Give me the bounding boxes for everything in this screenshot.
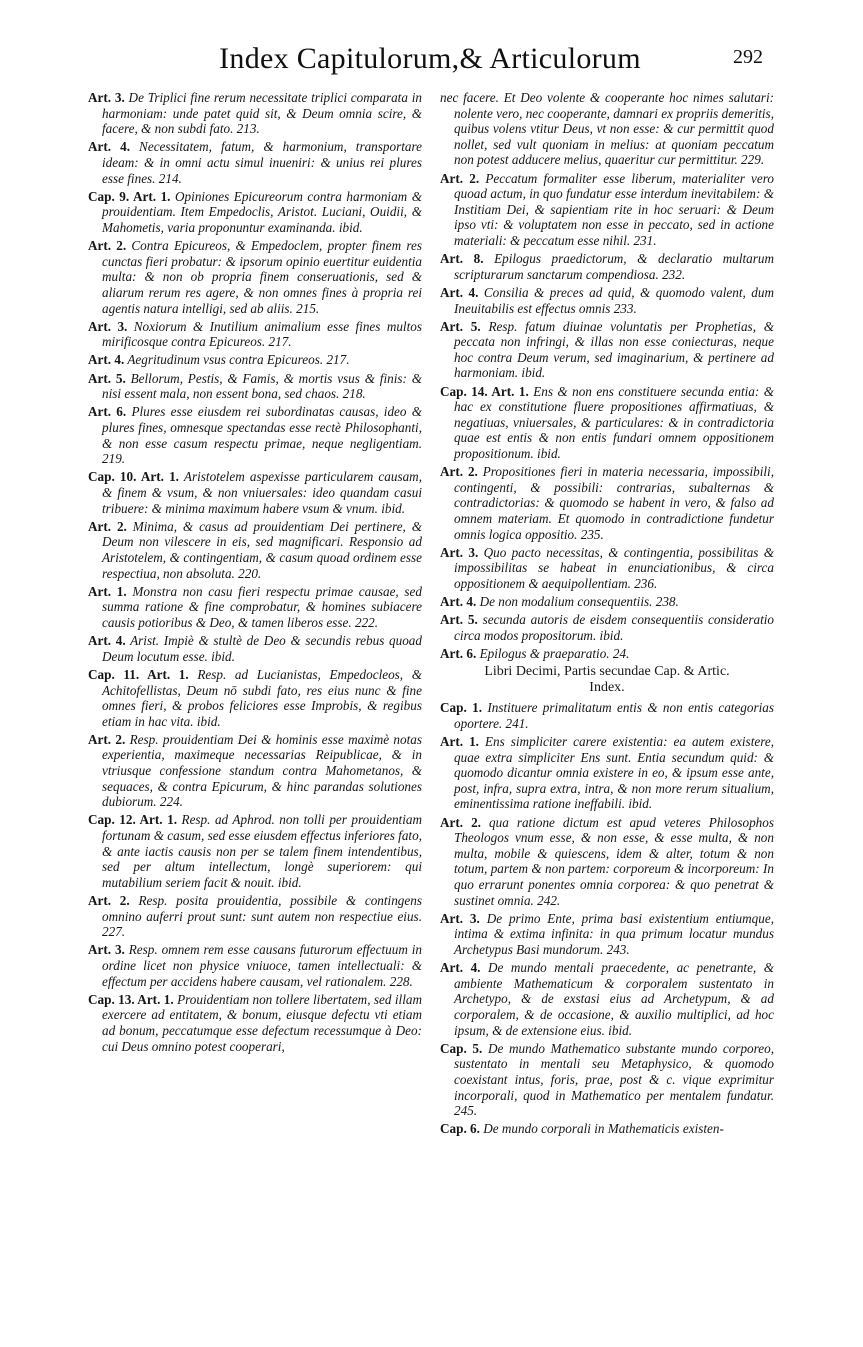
entry-text: Resp. omnem rem esse causans futurorum effectuum in ordine licet non physice vniuoce, tamen intellectuali: & effectum per accidens habere causam, vel rationalem. 228. (102, 942, 422, 989)
entry-reference: Art. 3. (88, 942, 125, 958)
index-entry (88, 371, 422, 402)
entry-reference: Cap. 11. Art. 1. (88, 666, 189, 682)
entry-reference: Art. 4. (440, 960, 481, 976)
page-number: 292 (733, 46, 763, 68)
index-entry (440, 464, 774, 542)
entry-text: Noxiorum & Inutilium animalium esse fines multos mirificosque contra Epicureos. 217. (102, 318, 422, 350)
index-entry (440, 545, 774, 592)
index-entry (440, 171, 774, 249)
entry-reference: Cap. 9. Art. 1. (88, 188, 171, 204)
entry-text: Minima, & casus ad prouidentiam Dei pertinere, & Deum non vilescere in eis, sed magnificari. Responsio ad Aristotelem, & contingentiam, & casum quoad ordinem esse respectiua, non absoluta. 220. (102, 518, 422, 581)
entry-text: De primo Ente, prima basi existentium entiumque, intima & extima infinita: in qua primum locatur mundus Archetypus Basi mundorum. 243. (454, 910, 774, 957)
entry-reference: Art. 2. (440, 814, 481, 830)
section-heading (440, 664, 774, 696)
entry-reference: Art. 3. (88, 318, 128, 334)
index-entry (440, 612, 774, 643)
entry-text: Resp. posita prouidentia, possibile & contingens omnino auferri prout sunt: sunt autem non respectiue eius. 227. (102, 893, 422, 940)
index-entry (88, 404, 422, 466)
left-column (88, 90, 422, 1057)
entry-text: Instituere primalitatum entis & non entis categorias oportere. 241. (454, 700, 775, 731)
right-column (440, 90, 774, 1140)
index-entry (440, 700, 774, 731)
entry-text: Propositiones fieri in materia necessaria, impossibili, contingenti, & possibili: contrarias, subalternas & contradictorias: & quomodo se habent in vero, & falso ad omnem materiam. Et quomodo in contradictione fundetur omnis logica oppositio. 235. (454, 464, 775, 542)
entry-reference: Art. 6. (88, 404, 127, 420)
entry-reference: Cap. 12. Art. 1. (88, 812, 177, 828)
index-entry (88, 732, 422, 810)
index-entry (88, 238, 422, 316)
index-entry (440, 646, 774, 662)
entry-reference: Art. 1. (88, 583, 127, 599)
index-entry (440, 911, 774, 958)
index-entry (88, 319, 422, 350)
index-entry (88, 992, 422, 1054)
entry-reference: Art. 2. (88, 893, 130, 908)
index-entry (88, 633, 422, 664)
entry-text: Bellorum, Pestis, & Famis, & mortis vsus & finis: & nisi essent mala, non essent bona, sed chaos. 218. (102, 370, 422, 402)
entry-text: De Triplici fine rerum necessitate triplici comparata in harmoniam: unde patet quid sit, & Deum omnia scire, & facere, & non subdi fato. 213. (102, 90, 422, 137)
index-entry (88, 189, 422, 236)
entry-reference: Art. 2. (88, 518, 127, 534)
entry-text: De non modalium consequentiis. 238. (479, 594, 679, 610)
index-entry (88, 942, 422, 989)
index-entry (88, 352, 422, 368)
entry-text: De mundo corporali in Mathematicis existen- (483, 1121, 724, 1137)
entry-text: Necessitatem, fatum, & harmonium, transportare ideam: & in omni actu simul inueniri: & unius rei plures esse fines. 214. (102, 139, 422, 186)
entry-text: Aristotelem aspexisse particularem causam, & finem & vsum, & non vniuersales: ideo quandam casui tribuere: & minima maximum habere vsum & vnum. ibid. (102, 469, 422, 516)
entry-text: Monstra non casu fieri respectu primae causae, sed summa ratione & fine comprobatur, & homines subiacere causis potioribus & Deo, & tamen liberos esse. 222. (102, 583, 423, 630)
entry-text: Opiniones Epicureorum contra harmoniam & prouidentiam. Item Empedoclis, Aristot. Luciani, Ouidii, & Mahometis, varia proponuntur examinanda. ibid. (102, 188, 422, 235)
entry-text: nec facere. Et Deo volente & cooperante hoc nimes salutari: nolente vero, nec cooperante, damnari ex propriis demeritis, quibus volens vtitur Deus, vt non esse: & cur permittit quod nollet, sed vult quoniam in melius: at quoniam peccatum non potest adducere melius, quaeritur cur permittitur. 229. (440, 90, 774, 168)
index-entry (440, 285, 774, 316)
entry-reference: Art. 4. (440, 284, 479, 300)
entry-text: Resp. fatum diuinae voluntatis per Prophetias, & peccata non infringi, & illas non esse coniecturas, neque hoc contra Deum verum, sed imaginarium, & pertinere ad harmoniam. ibid. (454, 318, 774, 381)
entry-reference: Art. 2. (88, 731, 126, 747)
entry-text: Consilia & preces ad quid, & quomodo valent, dum Ineuitabilis est effectus omnis 233. (454, 284, 774, 316)
entry-text: Resp. ad Aphrod. non tolli per prouidentiam fortunam & casum, sed esse eiusdem effectus inferiores fato, & ante iactis causis non per se talem finem intendentibus, sed per altum intellectum, longè superiorem: qui mutabilium seriem facit & nouit. ibid. (102, 812, 423, 890)
entry-text: secunda autoris de eisdem consequentiis consideratio circa modos propositorum. ibid. (454, 612, 774, 643)
entry-text: Ens & non ens constituere secunda entia: & hac ex constitutione fluere propositiones affirmatiuas, & negatiuas, vniuersales, & particulares: & in contradictoria quae est entis & non entis fundari omnem oppositionem propositionum. ibid. (454, 383, 774, 462)
entry-text: Arist. Impiè & stultè de Deo & secundis rebus quoad Deum locutum esse. ibid. (102, 633, 422, 664)
index-entry (440, 594, 774, 610)
entry-text: Prouidentiam non tollere libertatem, sed illam exercere ad entitatem, & bonum, eiusque defectu vti etiam ad bonum, peccatumque esse defectum recessumque à Deo: cui Deus omnino potest cooperari, (102, 991, 422, 1054)
index-entry (88, 812, 422, 890)
entry-text: Ens simpliciter carere existentia: ea autem existere, quae extra simpliciter Ens sunt. Entia secundum quid: & quomodo dicantur omnia existere in eo, & ipsum esse ante, post, infra, supra extra, intra, & non more rerum situalium, eminentissima ratione ineffabili. ibid. (454, 734, 774, 812)
index-entry (440, 1121, 774, 1137)
entry-text: Resp. prouidentiam Dei & hominis esse maximè notas experientia, maximeque necessarias Reipublicae, & in vtriusque confessione standum contra Mahometanos, & sequaces, & contra Epicurum, & hinc parandas solutiones dubiorum. 224. (102, 731, 422, 810)
entry-reference: Art. 4. (440, 594, 477, 610)
section-heading-line2: Index. (589, 680, 625, 696)
entry-reference: Art. 6. (440, 646, 477, 662)
entry-reference: Cap. 14. Art. 1. (440, 383, 529, 399)
index-entry (440, 251, 774, 282)
entry-reference: Art. 5. (440, 612, 478, 628)
index-entry (440, 319, 774, 381)
index-entry (88, 519, 422, 581)
entry-reference: Art. 8. (440, 251, 484, 267)
index-entry (88, 893, 422, 940)
entry-reference: Art. 5. (440, 318, 481, 334)
entry-reference: Art. 4. (88, 352, 125, 368)
entry-reference: Art. 3. (88, 90, 125, 105)
entry-text: Peccatum formaliter esse liberum, materialiter vero quoad actum, in quo fundatur esse interdum inevitabilem: & Institiam Dei, & sapientiam rite in hoc seruari: & Deum ipso vti: & voluptatem non esse in peccato, sed in actione materiali: & peccatum esse nihil. 231. (454, 170, 774, 248)
entry-reference: Art. 3. (440, 544, 479, 560)
index-entry (88, 667, 422, 729)
index-entry (88, 139, 422, 186)
entry-text: De mundo mentali praecedente, ac penetrante, & ambiente Mathematicum & corporalem sustentato in Archetypo, & de exstasi eius ad Archetypum, & ad corporalem, & de occasione, & auxilio multiplici, ad hoc ipsum, & de extensione eius. ibid. (454, 960, 774, 1038)
entry-text: Epilogus & praeparatio. 24. (479, 646, 630, 662)
page-title: Index Capitulorum,& Articulorum (219, 42, 641, 75)
entry-reference: Art. 2. (440, 170, 480, 186)
section-heading-line1: Libri Decimi, Partis secundae Cap. & Artic. (484, 664, 730, 680)
entry-reference: Art. 4. (88, 139, 130, 155)
entry-text: Epilogus praedictorum, & declaratio multarum scripturarum sanctarum compendiosa. 232. (454, 251, 775, 282)
entry-reference: Cap. 10. Art. 1. (88, 469, 179, 485)
index-entry (88, 469, 422, 516)
entry-reference: Art. 2. (440, 464, 478, 480)
index-entry (440, 384, 774, 462)
index-entry (440, 1041, 774, 1119)
index-entry (88, 584, 422, 631)
entry-text: qua ratione dictum est apud veteres Philosophos Theologos vnum esse, & non esse, & esse multa, & non multa, mobile & quiescens, idem & alter, totum & non totum, partem & non partem: corporeum & incorporeum: In quo errarunt ponentes omnia corporea: & quo penetrat & sustinet omnia. 242. (454, 814, 774, 908)
index-entry (440, 734, 774, 812)
index-entry (88, 90, 422, 137)
entry-text: Quo pacto necessitas, & contingentia, possibilitas & impossibilitas se habeat in enunciationibus, & circa oppositionem & aequipollentiam. 236. (454, 544, 774, 591)
index-entry (440, 815, 774, 909)
entry-text: Aegritudinum vsus contra Epicureos. 217. (127, 352, 350, 368)
entry-reference: Art. 5. (88, 370, 126, 386)
entry-reference: Art. 1. (440, 734, 479, 750)
entry-text: De mundo Mathematico substante mundo corporeo, sustentato in mentali seu Metaphysico, & quomodo coexistant intus, foris, prae, post & c. vique exprimitur incorporali, quod in Mathematico per mentalem fundatur. 245. (454, 1040, 775, 1119)
index-entry (440, 90, 774, 168)
entry-text: Plures esse eiusdem rei subordinatas causas, ideo & plures fines, omnesque spectandas esse rectè Philosophanti, & non esse casum respectu primae, neque negligentiam. 219. (102, 404, 422, 467)
entry-reference: Art. 2. (88, 238, 127, 254)
entry-reference: Cap. 5. (440, 1040, 483, 1056)
entry-reference: Cap. 13. Art. 1. (88, 991, 174, 1007)
index-entry (440, 960, 774, 1038)
entry-reference: Cap. 1. (440, 700, 483, 716)
entry-text: Contra Epicureos, & Empedoclem, propter finem res cunctas fieri probatur: & ipsorum opinio euertitur euidentia multa: & non ob propria finem conseruationis, sed & aliarum rerum res agere, & non omnes fines à propria rei agentis natura intelligi, sed ab aliis. 215. (102, 238, 422, 316)
entry-reference: Art. 4. (88, 633, 126, 649)
entry-reference: Art. 3. (440, 910, 480, 926)
entry-reference: Cap. 6. (440, 1121, 480, 1137)
entry-text: Resp. ad Lucianistas, Empedocleos, & Achitofellistas, Deum nō subdi fato, res eius nunc & fine omnes fieri, & probos feliciores esse Improbis, & regibus etiam in hac vita. ibid. (102, 666, 423, 729)
